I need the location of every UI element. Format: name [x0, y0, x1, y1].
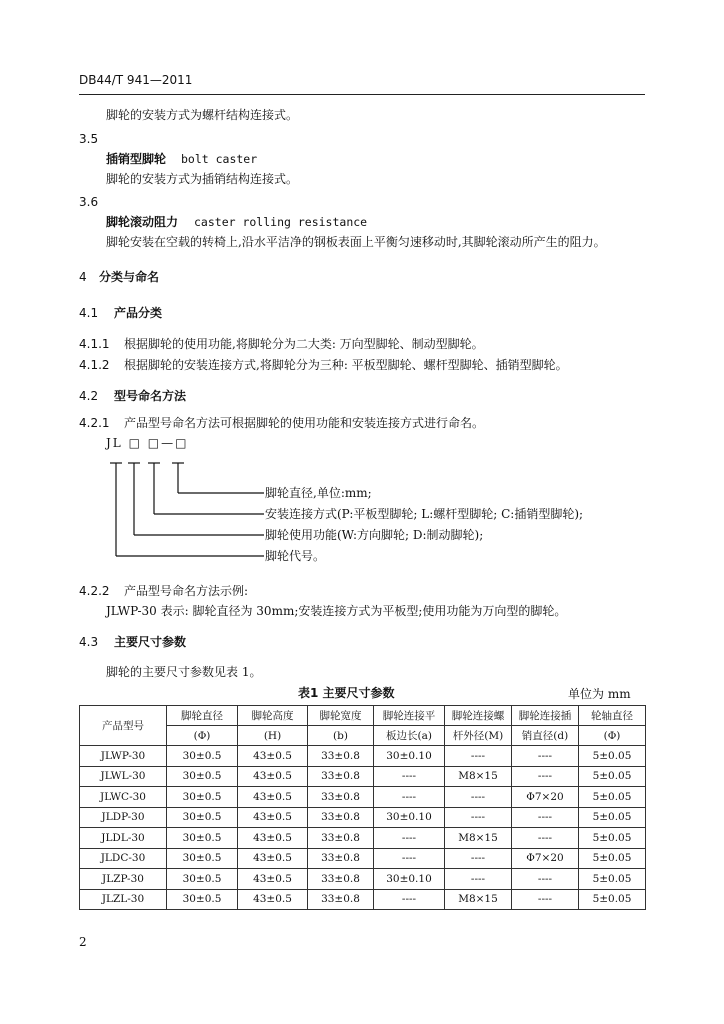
table-row [80, 889, 646, 910]
table-cell: ---- [512, 889, 579, 910]
table-cell: 43±0.5 [238, 746, 308, 767]
table-cell: 30±0.10 [374, 869, 445, 890]
table-cell: 30±0.5 [167, 746, 238, 767]
table-row [80, 828, 646, 849]
table-cell: ---- [512, 746, 579, 767]
sec-4-2-2-example: JLWP-30 表示: 脚轮直径为 30mm;安装连接方式为平板型;使用功能为万向型的脚轮。 [106, 604, 567, 618]
table-cell: ---- [374, 848, 445, 869]
sec-4-2-2-text: 产品型号命名方法示例: [124, 584, 249, 598]
table-cell: 43±0.5 [238, 869, 308, 890]
sec-4-2-1-text: 产品型号命名方法可根据脚轮的使用功能和安装连接方式进行命名。 [124, 416, 485, 430]
document-code: DB44/T 941—2011 [79, 73, 193, 87]
table-cell: 33±0.8 [308, 766, 374, 787]
table-row [80, 848, 646, 869]
table-row [80, 766, 646, 787]
table-cell: JLWL-30 [80, 766, 167, 787]
table-header-cell: (Φ) [579, 726, 646, 746]
sec-4-2-title: 型号命名方法 [114, 389, 187, 403]
table-cell: JLWC-30 [80, 787, 167, 808]
table-row [80, 807, 646, 828]
table-cell: 5±0.05 [579, 848, 646, 869]
sec-4-3-num: 4.3 [79, 635, 99, 649]
table-header-row-1 [80, 706, 646, 726]
table-cell: ---- [445, 746, 512, 767]
naming-diagram [110, 456, 630, 566]
naming-label-mounting: 安装连接方式(P:平板型脚轮; L:螺杆型脚轮; C:插销型脚轮); [265, 507, 584, 521]
header-rule [79, 94, 645, 95]
naming-pattern: JL □ □—□ [106, 436, 189, 450]
table-cell: 30±0.10 [374, 807, 445, 828]
table-cell: ---- [445, 807, 512, 828]
sec-3-6-term-en: caster rolling resistance [194, 215, 368, 229]
table-cell: 5±0.05 [579, 787, 646, 808]
sec-4-2-2-num: 4.2.2 [79, 584, 110, 598]
table-header-cell: 脚轮高度 [238, 706, 308, 726]
table-header-cell: (b) [308, 726, 374, 746]
table-cell: ---- [445, 869, 512, 890]
table-cell: 5±0.05 [579, 807, 646, 828]
table-header-cell: (Φ) [167, 726, 238, 746]
sec-3-5-desc: 脚轮的安装方式为插销结构连接式。 [106, 172, 299, 186]
sec-3-5-term-cn: 插销型脚轮 [106, 152, 167, 166]
sec-4-3-text: 脚轮的主要尺寸参数见表 1。 [106, 665, 262, 679]
table-cell: 30±0.5 [167, 889, 238, 910]
naming-label-code: 脚轮代号。 [265, 549, 326, 563]
table-header-cell: 销直径(d) [512, 726, 579, 746]
sec-3-5-term-en: bolt caster [181, 152, 258, 166]
naming-diagram-lines [110, 456, 270, 566]
table-cell: 43±0.5 [238, 828, 308, 849]
table-header-cell: 脚轮连接插 [512, 706, 579, 726]
sec-3-6-term-cn: 脚轮滚动阻力 [106, 215, 179, 229]
table-cell: ---- [374, 766, 445, 787]
table-header-cell: 脚轮直径 [167, 706, 238, 726]
table-cell: 30±0.5 [167, 869, 238, 890]
table-header-cell: 脚轮宽度 [308, 706, 374, 726]
page-number: 2 [79, 935, 87, 949]
table-unit: 单位为 mm [568, 687, 631, 701]
table-header-cell: (H) [238, 726, 308, 746]
table-cell: M8×15 [445, 828, 512, 849]
sec-4-2-1-num: 4.2.1 [79, 416, 110, 430]
table-cell: 30±0.5 [167, 766, 238, 787]
table-cell: 30±0.5 [167, 848, 238, 869]
naming-label-function: 脚轮使用功能(W:方向脚轮; D:制动脚轮); [265, 528, 484, 542]
table-row [80, 787, 646, 808]
naming-label-diameter: 脚轮直径,单位:mm; [265, 486, 372, 500]
sec-4-1-2-text: 根据脚轮的安装连接方式,将脚轮分为三种: 平板型脚轮、螺杆型脚轮、插销型脚轮。 [124, 358, 568, 372]
table-row [80, 869, 646, 890]
table-cell: 5±0.05 [579, 889, 646, 910]
table-cell: 33±0.8 [308, 807, 374, 828]
table-cell: 43±0.5 [238, 807, 308, 828]
table-header-cell: 板边长(a) [374, 726, 445, 746]
sec-3-5-num: 3.5 [79, 132, 99, 146]
table-cell: 43±0.5 [238, 848, 308, 869]
sec-3-4-desc: 脚轮的安装方式为螺杆结构连接式。 [106, 108, 299, 122]
table-cell: JLDL-30 [80, 828, 167, 849]
table-cell: 43±0.5 [238, 787, 308, 808]
dimensions-table [79, 705, 646, 910]
table-cell: M8×15 [445, 889, 512, 910]
table-cell: 33±0.8 [308, 787, 374, 808]
sec-4-1-num: 4.1 [79, 306, 99, 320]
sec-4-2-num: 4.2 [79, 389, 99, 403]
sec-4-title: 分类与命名 [99, 270, 160, 284]
table-header-cell: 脚轮连接平 [374, 706, 445, 726]
sec-4-1-1-num: 4.1.1 [79, 337, 110, 351]
table-cell: 33±0.8 [308, 848, 374, 869]
table-cell: 33±0.8 [308, 869, 374, 890]
table-cell: Φ7×20 [512, 848, 579, 869]
table-cell: ---- [374, 889, 445, 910]
table-cell: 33±0.8 [308, 828, 374, 849]
table-cell: ---- [445, 848, 512, 869]
table-cell: 5±0.05 [579, 828, 646, 849]
table-cell: 30±0.5 [167, 787, 238, 808]
table-row [80, 746, 646, 767]
table-header-cell: 产品型号 [80, 706, 167, 746]
table-cell: JLZL-30 [80, 889, 167, 910]
table-cell: JLZP-30 [80, 869, 167, 890]
table-cell: 30±0.10 [374, 746, 445, 767]
table-cell: 5±0.05 [579, 766, 646, 787]
table-cell: ---- [512, 766, 579, 787]
table-header-cell: 杆外径(M) [445, 726, 512, 746]
table-cell: JLDP-30 [80, 807, 167, 828]
table-cell: ---- [512, 828, 579, 849]
sec-4-1-title: 产品分类 [114, 306, 163, 320]
table-cell: ---- [512, 869, 579, 890]
table-header-cell: 脚轮连接螺 [445, 706, 512, 726]
sec-3-6-desc: 脚轮安装在空载的转椅上,沿水平洁净的钢板表面上平衡匀速移动时,其脚轮滚动所产生的阻力。 [106, 235, 606, 249]
sec-4-3-title: 主要尺寸参数 [114, 635, 187, 649]
table-cell: 33±0.8 [308, 746, 374, 767]
sec-4-1-2-num: 4.1.2 [79, 358, 110, 372]
table-cell: ---- [374, 787, 445, 808]
table-cell: 30±0.5 [167, 807, 238, 828]
table-cell: 43±0.5 [238, 889, 308, 910]
table-cell: Φ7×20 [512, 787, 579, 808]
table-cell: 5±0.05 [579, 869, 646, 890]
table-header-cell: 轮轴直径 [579, 706, 646, 726]
table-cell: 33±0.8 [308, 889, 374, 910]
table-cell: 43±0.5 [238, 766, 308, 787]
table-cell: JLWP-30 [80, 746, 167, 767]
sec-4-1-1-text: 根据脚轮的使用功能,将脚轮分为二大类: 万向型脚轮、制动型脚轮。 [124, 337, 484, 351]
table-cell: JLDC-30 [80, 848, 167, 869]
table-caption: 表1 主要尺寸参数 [298, 686, 395, 700]
table-cell: 5±0.05 [579, 746, 646, 767]
sec-4-num: 4 [79, 270, 87, 284]
sec-3-6-num: 3.6 [79, 195, 99, 209]
table-cell: 30±0.5 [167, 828, 238, 849]
table-cell: M8×15 [445, 766, 512, 787]
table-cell: ---- [512, 807, 579, 828]
table-cell: ---- [374, 828, 445, 849]
table-cell: ---- [445, 787, 512, 808]
